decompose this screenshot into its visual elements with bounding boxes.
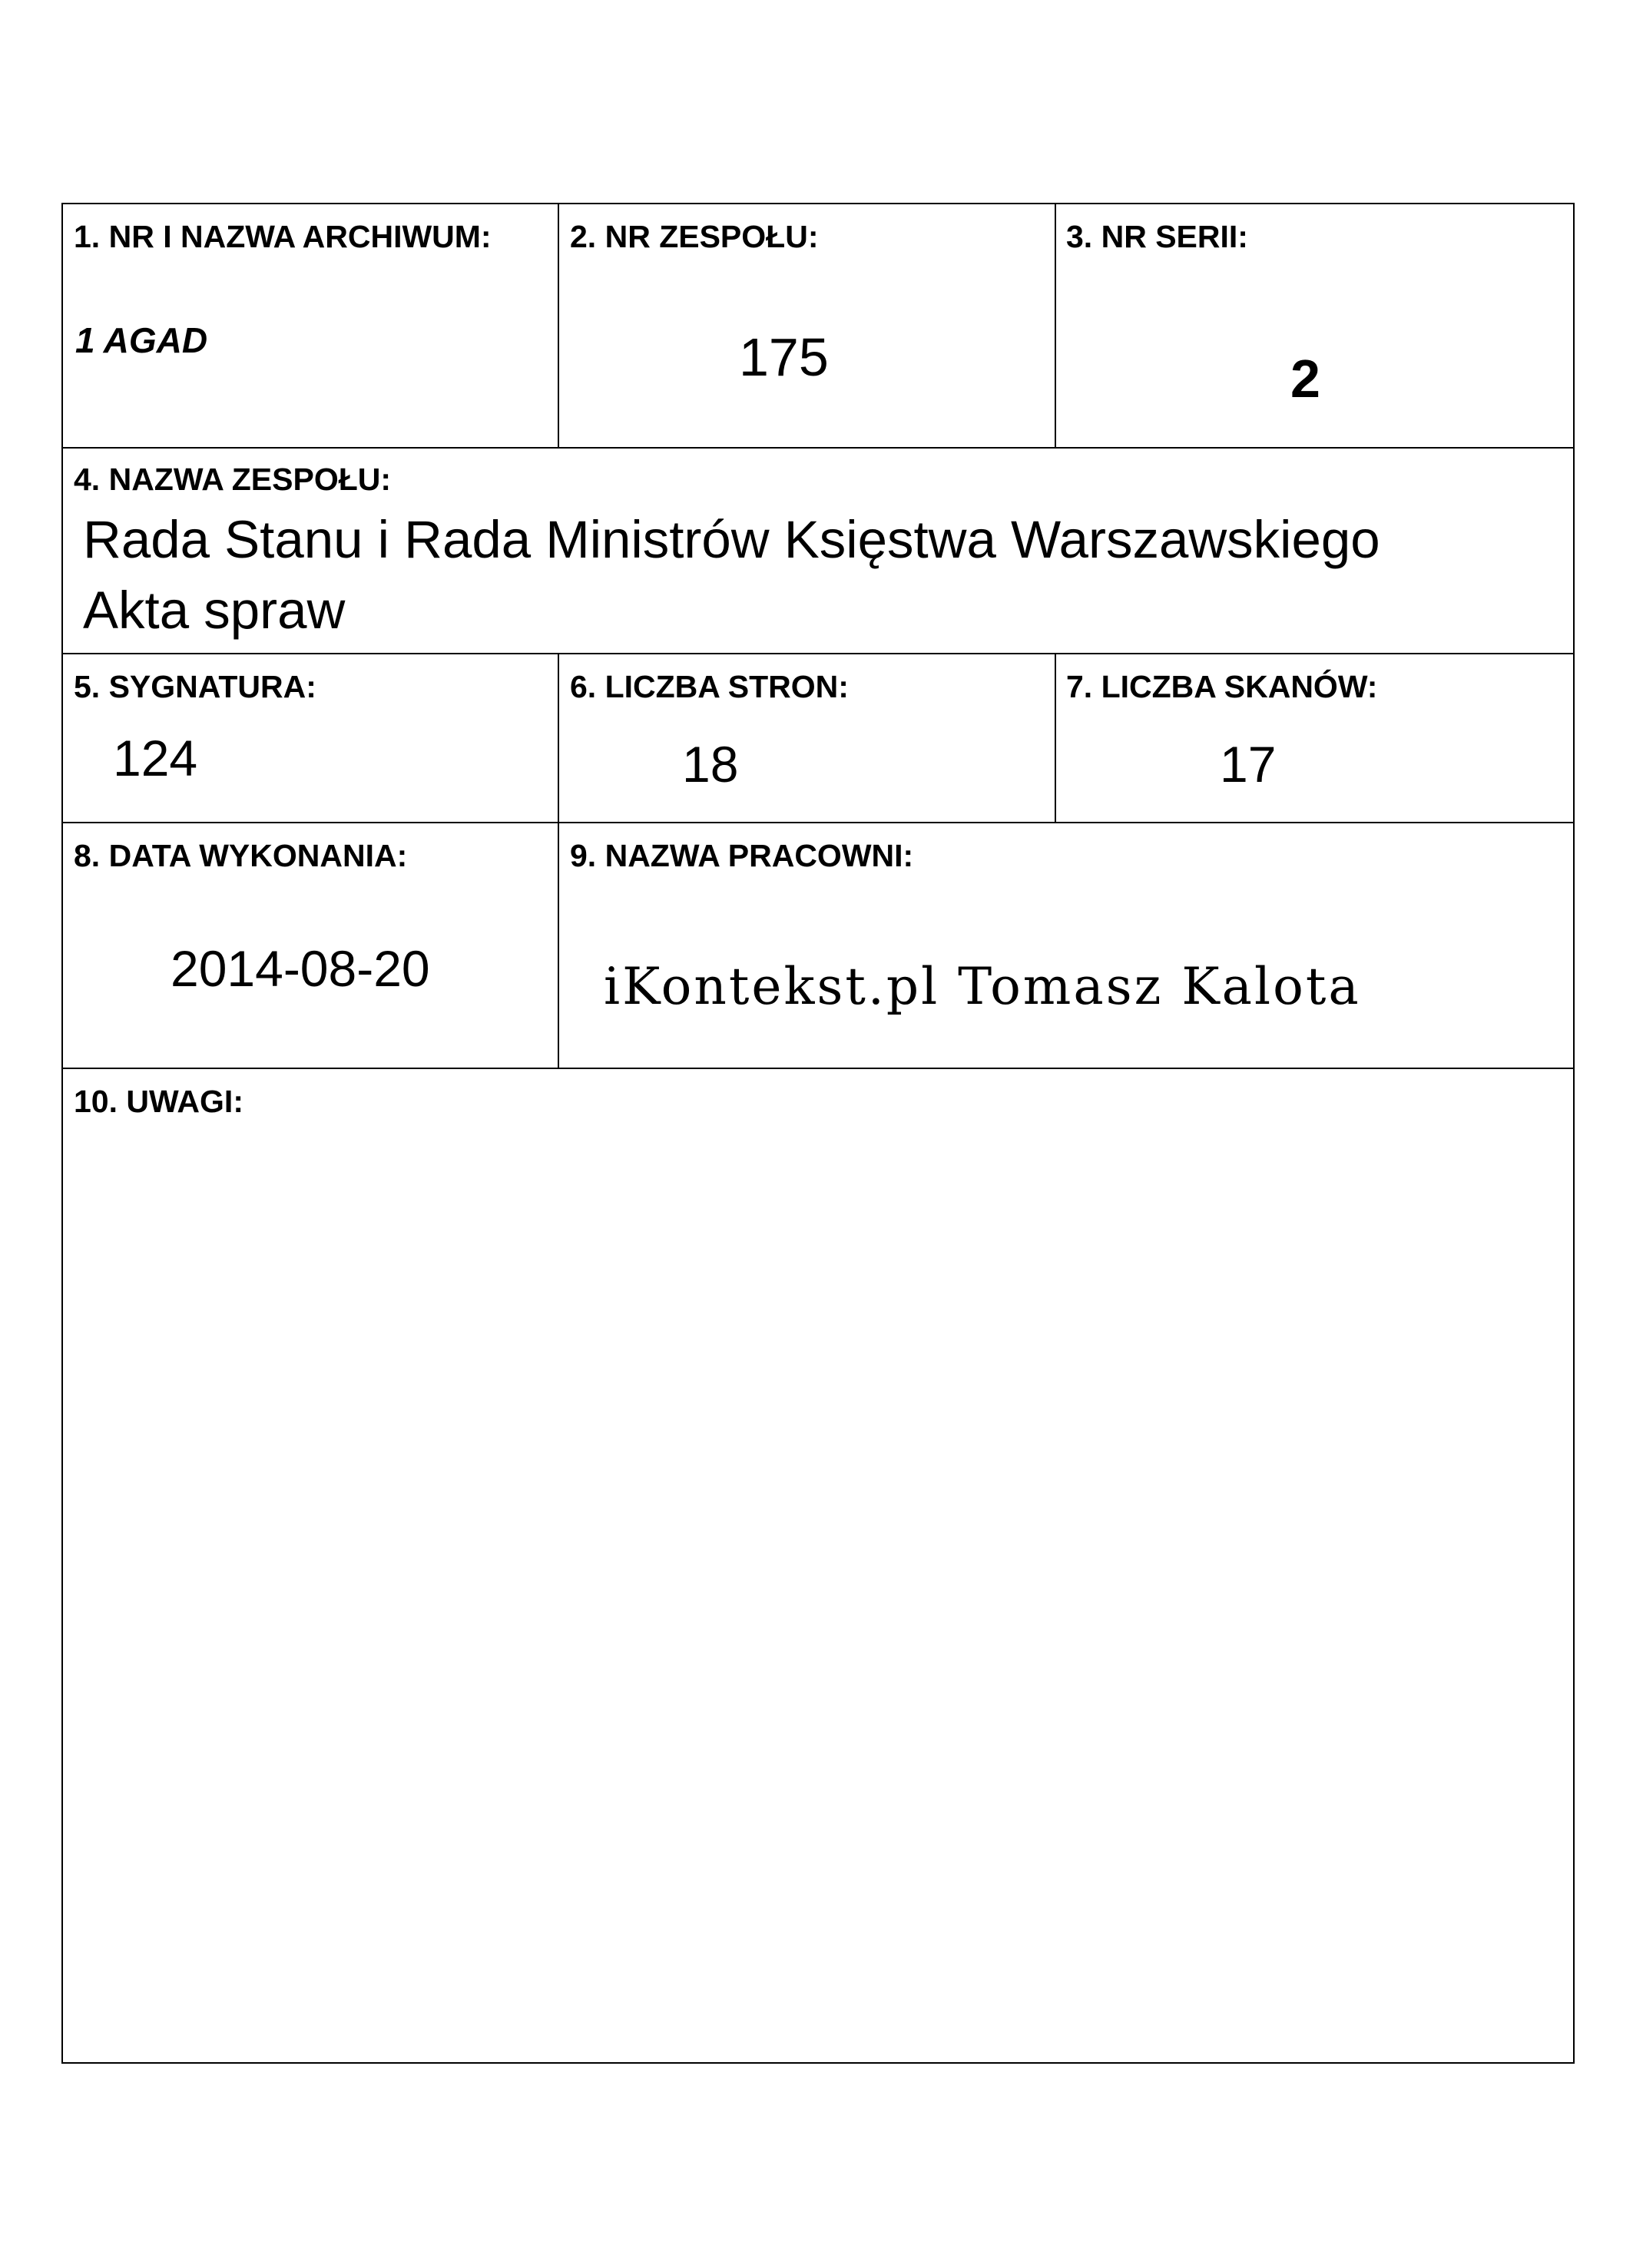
scan-count-label: 7. LICZBA SKANÓW: — [1066, 669, 1378, 704]
border-right — [1573, 203, 1575, 2064]
fond-number-label: 2. NR ZESPOŁU: — [570, 219, 819, 254]
col-divider-row4 — [558, 822, 559, 1069]
scan-count-value: 17 — [1220, 736, 1277, 793]
border-top — [61, 203, 1575, 204]
col-divider-row3-b — [1055, 653, 1056, 823]
workshop-label: 9. NAZWA PRACOWNI: — [570, 838, 914, 873]
signature-label: 5. SYGNATURA: — [74, 669, 316, 704]
fond-number-value: 175 — [739, 327, 829, 387]
archive-label: 1. NR I NAZWA ARCHIWUM: — [74, 219, 492, 254]
col-divider-row1-a — [558, 203, 559, 449]
fond-name-line2: Akta spraw — [83, 581, 346, 640]
row-divider-4 — [61, 1068, 1575, 1069]
date-value: 2014-08-20 — [171, 940, 430, 997]
page-count-label: 6. LICZBA STRON: — [570, 669, 849, 704]
fond-name-line1: Rada Stanu i Rada Ministrów Księstwa Warszawskiego — [83, 510, 1380, 569]
workshop-value: iKontekst.pl Tomasz Kalota — [604, 957, 1361, 1016]
date-label: 8. DATA WYKONANIA: — [74, 838, 408, 873]
col-divider-row1-b — [1055, 203, 1056, 449]
signature-value: 124 — [113, 730, 198, 786]
archive-value: 1 AGAD — [75, 320, 208, 360]
series-number-label: 3. NR SERII: — [1066, 219, 1248, 254]
series-number-value: 2 — [1290, 349, 1320, 409]
page-count-value: 18 — [682, 736, 739, 793]
col-divider-row3-a — [558, 653, 559, 823]
fond-name-label: 4. NAZWA ZESPOŁU: — [74, 462, 392, 497]
row-divider-2 — [61, 653, 1575, 654]
notes-label: 10. UWAGI: — [74, 1084, 243, 1119]
border-bottom — [61, 2062, 1575, 2064]
border-left — [61, 203, 63, 2064]
row-divider-1 — [61, 447, 1575, 449]
row-divider-3 — [61, 822, 1575, 823]
